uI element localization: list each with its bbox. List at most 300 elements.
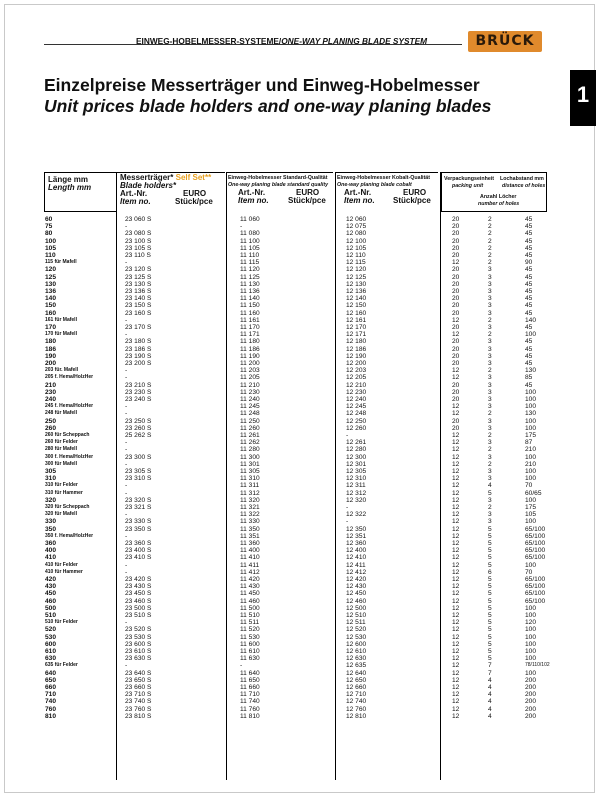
packing-unit-cell: 20 xyxy=(452,324,460,331)
cobalt-item-cell: 12 430 xyxy=(346,583,367,591)
hole-distance-cell: 175 xyxy=(525,432,537,439)
length-cell: 205 f. Hema/HolzHer xyxy=(45,374,94,381)
packing-unit-cell: 12 xyxy=(452,259,460,267)
table-row xyxy=(0,554,600,561)
holder-item-cell: 23 310 S xyxy=(125,475,152,483)
hole-count-cell: 5 xyxy=(488,619,492,627)
hole-count-cell: 4 xyxy=(488,676,492,684)
length-cell: 120 xyxy=(45,266,57,274)
packing-unit-cell: 12 xyxy=(452,475,460,483)
cobalt-item-cell: 12 260 xyxy=(346,424,367,432)
standard-item-cell: 11 350 xyxy=(240,525,260,533)
page-title: Einzelpreise Messerträger und Einweg-Hobelmesser xyxy=(44,75,480,95)
standard-item-cell: 11 710 xyxy=(240,691,260,699)
hole-distance-cell: 100 xyxy=(525,388,537,396)
packing-unit-cell: 12 xyxy=(452,432,460,439)
length-cell: 170 für Mafell xyxy=(45,331,77,338)
table-row xyxy=(0,346,600,353)
cobalt-item-cell: 12 311 xyxy=(346,482,366,490)
cobalt-item-cell: 12 075 xyxy=(346,223,367,231)
packing-holes-header: Verpackungseinheit Lochabstand mm packing unit distance of holes Anzahl Löcher number of holes xyxy=(441,172,547,212)
length-cell: 350 xyxy=(45,525,57,533)
cobalt-item-cell: - xyxy=(346,432,349,439)
hole-count-cell: 2 xyxy=(488,432,492,439)
cobalt-item-cell: 12 105 xyxy=(346,244,367,252)
holder-item-cell: - xyxy=(125,374,128,382)
length-cell: 186 xyxy=(45,345,57,353)
hole-distance-cell: 45 xyxy=(525,381,533,389)
holder-item-cell: - xyxy=(125,482,128,490)
table-row xyxy=(0,353,600,360)
table-row xyxy=(0,648,600,655)
cobalt-item-cell: 12 511 xyxy=(346,619,366,627)
holder-item-cell: 23 120 S xyxy=(125,266,152,274)
holder-item-cell: 23 660 S xyxy=(125,684,152,691)
hole-distance-cell: 140 xyxy=(525,316,537,324)
cobalt-item-cell: 12 310 xyxy=(346,475,367,483)
hole-count-cell: 2 xyxy=(488,244,492,252)
table-row xyxy=(0,418,600,425)
hole-count-cell: 4 xyxy=(488,698,492,706)
table-row xyxy=(0,302,600,309)
standard-item-cell: 11 301 xyxy=(240,460,260,468)
table-row xyxy=(0,490,600,497)
cobalt-item-cell: - xyxy=(346,518,349,526)
cobalt-item-cell: 12 110 xyxy=(346,252,366,259)
standard-item-cell: 11 600 xyxy=(240,640,260,648)
table-row xyxy=(0,605,600,612)
holder-item-cell: 23 180 S xyxy=(125,338,152,346)
holder-item-cell: 23 520 S xyxy=(125,626,152,634)
holder-item-cell: 23 500 S xyxy=(125,604,152,612)
hole-distance-cell: 65/100 xyxy=(525,590,546,598)
cobalt-item-cell: 12 186 xyxy=(346,345,367,353)
table-row xyxy=(0,259,600,266)
packing-unit-cell: 12 xyxy=(452,554,460,562)
holder-item-cell: - xyxy=(125,619,128,627)
hole-count-cell: 3 xyxy=(488,352,492,360)
holder-item-cell: 23 710 S xyxy=(125,691,152,699)
packing-unit-cell: 12 xyxy=(452,468,460,475)
hole-count-cell: 3 xyxy=(488,338,492,346)
length-cell: 650 xyxy=(45,676,57,684)
cobalt-item-cell: 12 740 xyxy=(346,698,367,706)
hole-count-cell: 5 xyxy=(488,640,492,648)
table-row xyxy=(0,216,600,223)
standard-item-cell: 11 161 xyxy=(240,316,260,324)
hole-count-cell: 2 xyxy=(488,223,492,231)
table-row xyxy=(0,274,600,281)
hole-distance-cell: 65/100 xyxy=(525,540,546,547)
standard-item-cell: 11 200 xyxy=(240,360,260,367)
hole-distance-cell: 65/100 xyxy=(525,583,546,591)
packing-unit-cell: 12 xyxy=(452,561,460,569)
hole-count-cell: 5 xyxy=(488,561,492,569)
packing-unit-cell: 20 xyxy=(452,302,460,310)
cobalt-item-cell: 12 650 xyxy=(346,676,367,684)
hole-count-cell: 3 xyxy=(488,309,492,317)
table-row xyxy=(0,662,600,669)
standard-item-cell: 11 205 xyxy=(240,374,260,382)
length-cell: 460 xyxy=(45,597,57,605)
packing-unit-cell: 12 xyxy=(452,669,460,677)
length-cell: 75 xyxy=(45,223,53,231)
hole-distance-cell: 100 xyxy=(525,648,537,655)
chapter-tab: 1 xyxy=(570,70,596,126)
hole-distance-cell: 100 xyxy=(525,640,537,648)
packing-unit-cell: 12 xyxy=(452,403,460,411)
standard-item-cell: 11 186 xyxy=(240,345,260,353)
hole-distance-cell: 45 xyxy=(525,288,533,295)
hole-distance-cell: 45 xyxy=(525,223,533,231)
table-row xyxy=(0,382,600,389)
table-row xyxy=(0,569,600,576)
length-cell: 230 xyxy=(45,388,57,396)
cobalt-item-cell: 12 203 xyxy=(346,367,367,375)
holder-item-cell: 23 170 S xyxy=(125,324,152,331)
hole-distance-cell: 60/65 xyxy=(525,489,542,497)
length-cell: 180 xyxy=(45,338,57,346)
standard-item-cell: 11 250 xyxy=(240,417,260,425)
hole-count-cell: 2 xyxy=(488,446,492,454)
packing-unit-cell: 12 xyxy=(452,604,460,612)
cobalt-item-cell: 12 060 xyxy=(346,216,367,223)
table-row xyxy=(0,468,600,475)
cobalt-item-cell: 12 248 xyxy=(346,410,367,418)
packing-unit-cell: 20 xyxy=(452,345,460,353)
packing-unit-cell: 12 xyxy=(452,590,460,598)
packing-unit-cell: 12 xyxy=(452,504,460,511)
hole-distance-cell: 100 xyxy=(525,633,537,641)
hole-count-cell: 5 xyxy=(488,655,492,663)
packing-unit-cell: 20 xyxy=(452,266,460,274)
hole-distance-cell: 200 xyxy=(525,676,537,684)
length-cell: 510 für Felder xyxy=(45,619,78,626)
length-cell: 810 xyxy=(45,712,57,720)
holder-item-cell: 23 210 S xyxy=(125,381,152,389)
table-row xyxy=(0,266,600,273)
hole-distance-cell: 45 xyxy=(525,352,533,360)
hole-distance-cell: 100 xyxy=(525,604,537,612)
packing-unit-cell: 20 xyxy=(452,288,460,295)
cobalt-item-cell: 12 630 xyxy=(346,655,367,663)
length-cell: 105 xyxy=(45,244,57,252)
table-row xyxy=(0,698,600,705)
hole-count-cell: 5 xyxy=(488,489,492,497)
holder-item-cell: 23 186 S xyxy=(125,345,152,353)
hole-distance-cell: 130 xyxy=(525,410,537,418)
length-cell: 350 f. Hema/HolzHer xyxy=(45,532,94,539)
cobalt-item-cell: 12 120 xyxy=(346,266,367,274)
hole-count-cell: 3 xyxy=(488,381,492,389)
holder-item-cell: 23 160 S xyxy=(125,309,152,317)
hole-distance-cell: 100 xyxy=(525,561,537,569)
packing-unit-cell: 20 xyxy=(452,338,460,346)
hole-count-cell: 5 xyxy=(488,626,492,634)
cobalt-item-cell: 12 412 xyxy=(346,568,367,576)
holder-item-cell: - xyxy=(125,662,128,670)
standard-item-cell: 11 125 xyxy=(240,273,260,281)
hole-count-cell: 7 xyxy=(488,669,492,677)
holder-item-cell: 23 810 S xyxy=(125,712,152,720)
cobalt-item-cell: 12 161 xyxy=(346,316,367,324)
table-row xyxy=(0,706,600,713)
table-row xyxy=(0,612,600,619)
cobalt-item-cell: 12 312 xyxy=(346,489,367,497)
length-cell: 210 xyxy=(45,381,57,389)
standard-item-cell: 11 420 xyxy=(240,576,260,583)
hole-distance-cell: 210 xyxy=(525,446,537,454)
hole-distance-cell: 200 xyxy=(525,698,537,706)
holder-item-cell: - xyxy=(125,446,128,454)
length-cell: 630 xyxy=(45,655,57,663)
length-cell: 300 f. Hema/HolzHer xyxy=(45,453,94,460)
hole-count-cell: 2 xyxy=(488,367,492,375)
packing-unit-cell: 20 xyxy=(452,424,460,432)
length-cell: 100 xyxy=(45,237,57,245)
hole-count-cell: 4 xyxy=(488,482,492,490)
holder-item-cell: 23 080 S xyxy=(125,230,152,238)
standard-item-cell: 11 312 xyxy=(240,489,260,497)
length-cell: 130 xyxy=(45,280,57,288)
standard-item-cell: 11 060 xyxy=(240,216,260,223)
cobalt-item-cell: 12 400 xyxy=(346,547,367,555)
table-row xyxy=(0,482,600,489)
length-cell: 240 xyxy=(45,396,57,403)
hole-distance-cell: 100 xyxy=(525,475,537,483)
table-row xyxy=(0,295,600,302)
packing-unit-cell: 12 xyxy=(452,489,460,497)
table-row xyxy=(0,518,600,525)
standard-item-cell: 11 136 xyxy=(240,288,260,295)
standard-item-cell: 11 105 xyxy=(240,244,260,252)
cobalt-item-cell: 12 510 xyxy=(346,612,367,619)
table-row xyxy=(0,338,600,345)
standard-item-cell: 11 400 xyxy=(240,547,260,555)
hole-distance-cell: 78/110/102 xyxy=(525,662,550,669)
hole-count-cell: 3 xyxy=(488,360,492,367)
length-cell: 420 xyxy=(45,576,57,583)
hole-distance-cell: 100 xyxy=(525,468,537,475)
standard-item-cell: 11 320 xyxy=(240,496,260,504)
length-cell: 190 xyxy=(45,352,57,360)
hole-distance-cell: 45 xyxy=(525,216,533,223)
cobalt-item-cell: 12 240 xyxy=(346,396,367,403)
cobalt-item-cell: 12 810 xyxy=(346,712,367,720)
length-cell: 250 xyxy=(45,417,57,425)
hole-count-cell: 3 xyxy=(488,295,492,303)
hole-count-cell: 2 xyxy=(488,252,492,259)
packing-unit-cell: 12 xyxy=(452,676,460,684)
hole-distance-cell: 100 xyxy=(525,424,537,432)
table-row xyxy=(0,655,600,662)
packing-unit-cell: 12 xyxy=(452,640,460,648)
hole-count-cell: 3 xyxy=(488,388,492,396)
hole-distance-cell: 200 xyxy=(525,684,537,691)
hole-distance-cell: 65/100 xyxy=(525,576,546,583)
hole-count-cell: 2 xyxy=(488,230,492,238)
length-cell: 280 für Mafell xyxy=(45,446,77,453)
packing-unit-cell: 12 xyxy=(452,705,460,713)
table-row xyxy=(0,245,600,252)
cobalt-item-cell: 12 190 xyxy=(346,352,367,360)
cobalt-item-cell: 12 115 xyxy=(346,259,366,267)
length-cell: 635 für Felder xyxy=(45,662,78,669)
length-cell: 430 xyxy=(45,583,57,591)
standard-item-cell: 11 150 xyxy=(240,302,260,310)
hole-distance-cell: 45 xyxy=(525,302,533,310)
standard-item-cell: 11 115 xyxy=(240,259,260,267)
hole-count-cell: 5 xyxy=(488,612,492,619)
hole-distance-cell: 120 xyxy=(525,619,537,627)
holder-item-cell: - xyxy=(125,460,128,468)
holder-item-cell: 23 410 S xyxy=(125,554,152,562)
cobalt-item-cell: 12 460 xyxy=(346,597,367,605)
holder-item-cell: 23 140 S xyxy=(125,295,152,303)
table-row xyxy=(0,454,600,461)
length-cell: 200 xyxy=(45,360,57,367)
holder-item-cell: 23 530 S xyxy=(125,633,152,641)
table-row xyxy=(0,439,600,446)
packing-unit-cell: 20 xyxy=(452,388,460,396)
packing-unit-cell: 20 xyxy=(452,381,460,389)
hole-distance-cell: 100 xyxy=(525,626,537,634)
hole-count-cell: 3 xyxy=(488,496,492,504)
length-cell: 760 xyxy=(45,705,57,713)
hole-distance-cell: 105 xyxy=(525,511,537,519)
standard-item-cell: 11 520 xyxy=(240,626,260,634)
length-cell: 640 xyxy=(45,669,57,677)
cobalt-item-cell: - xyxy=(346,504,349,511)
holder-item-cell: 23 330 S xyxy=(125,518,152,526)
hole-count-cell: 3 xyxy=(488,518,492,526)
packing-unit-cell: 12 xyxy=(452,482,460,490)
cobalt-item-cell: 12 130 xyxy=(346,280,367,288)
standard-item-cell: 11 410 xyxy=(240,554,260,562)
cobalt-item-cell: 12 171 xyxy=(346,331,367,339)
length-cell: 400 xyxy=(45,547,57,555)
table-row xyxy=(0,432,600,439)
packing-unit-cell: 20 xyxy=(452,252,460,259)
packing-unit-cell: 12 xyxy=(452,439,460,447)
holder-item-cell: 23 510 S xyxy=(125,612,152,619)
table-row xyxy=(0,425,600,432)
length-header: Länge mm Length mm xyxy=(44,172,117,212)
packing-unit-cell: 12 xyxy=(452,374,460,382)
table-row xyxy=(0,461,600,468)
holder-item-cell: 23 360 S xyxy=(125,540,152,547)
table-row xyxy=(0,389,600,396)
hole-distance-cell: 65/100 xyxy=(525,525,546,533)
table-row xyxy=(0,288,600,295)
standard-item-cell: 11 300 xyxy=(240,453,260,461)
table-row xyxy=(0,540,600,547)
length-cell: 150 xyxy=(45,302,57,310)
length-cell: 80 xyxy=(45,230,53,238)
holder-item-cell: 23 430 S xyxy=(125,583,152,591)
length-cell: 140 xyxy=(45,295,57,303)
cobalt-item-cell: 12 350 xyxy=(346,525,367,533)
hole-distance-cell: 200 xyxy=(525,705,537,713)
length-cell: 136 xyxy=(45,288,57,295)
table-row xyxy=(0,670,600,677)
hole-count-cell: 5 xyxy=(488,576,492,583)
holder-item-cell: - xyxy=(125,223,128,231)
packing-unit-cell: 12 xyxy=(452,568,460,576)
cobalt-item-cell: 12 180 xyxy=(346,338,367,346)
holder-item-cell: - xyxy=(125,259,128,267)
cobalt-item-cell: 12 520 xyxy=(346,626,367,634)
standard-item-cell: 11 160 xyxy=(240,309,260,317)
standard-item-cell: 11 510 xyxy=(240,612,260,619)
cobalt-item-cell: 12 640 xyxy=(346,669,367,677)
standard-item-cell: 11 262 xyxy=(240,439,260,447)
hole-distance-cell: 45 xyxy=(525,324,533,331)
cobalt-item-cell: 12 301 xyxy=(346,460,367,468)
packing-unit-cell: 12 xyxy=(452,446,460,454)
packing-unit-cell: 12 xyxy=(452,453,460,461)
holder-item-cell: 25 262 S xyxy=(125,432,152,439)
table-row xyxy=(0,713,600,720)
hole-count-cell: 3 xyxy=(488,280,492,288)
cobalt-item-cell: 12 150 xyxy=(346,302,367,310)
holder-item-cell: - xyxy=(125,410,128,418)
table-row xyxy=(0,252,600,259)
packing-unit-cell: 12 xyxy=(452,331,460,339)
table-row xyxy=(0,281,600,288)
standard-item-cell: 11 100 xyxy=(240,237,260,245)
standard-item-cell: 11 450 xyxy=(240,590,260,598)
hole-distance-cell: 200 xyxy=(525,691,537,699)
packing-unit-cell: 20 xyxy=(452,280,460,288)
packing-unit-cell: 12 xyxy=(452,684,460,691)
standard-item-cell: 11 810 xyxy=(240,712,260,720)
hole-count-cell: 5 xyxy=(488,554,492,562)
cobalt-item-cell: 12 635 xyxy=(346,662,367,670)
cobalt-item-cell: 12 420 xyxy=(346,576,367,583)
hole-count-cell: 5 xyxy=(488,540,492,547)
packing-unit-cell: 12 xyxy=(452,691,460,699)
standard-item-cell: 11 210 xyxy=(240,381,260,389)
standard-item-cell: 11 640 xyxy=(240,669,260,677)
table-row xyxy=(0,497,600,504)
packing-unit-cell: 12 xyxy=(452,518,460,526)
length-cell: 660 xyxy=(45,684,57,691)
hole-distance-cell: 45 xyxy=(525,295,533,303)
length-cell: 248 für Mafell xyxy=(45,410,77,417)
length-cell: 410 xyxy=(45,554,57,562)
length-cell: 115 für Mafell xyxy=(45,259,77,266)
hole-count-cell: 5 xyxy=(488,604,492,612)
standard-item-cell: 11 630 xyxy=(240,655,260,663)
hole-count-cell: 4 xyxy=(488,691,492,699)
holder-item-cell: 23 100 S xyxy=(125,237,152,245)
length-cell: 530 xyxy=(45,633,57,641)
packing-unit-cell: 12 xyxy=(452,316,460,324)
packing-unit-cell: 20 xyxy=(452,396,460,403)
holder-item-cell: 23 760 S xyxy=(125,705,152,713)
standard-item-cell: 11 500 xyxy=(240,604,260,612)
holder-item-cell: 23 190 S xyxy=(125,352,152,360)
holder-item-cell: 23 640 S xyxy=(125,669,152,677)
hole-count-cell: 5 xyxy=(488,633,492,641)
standard-item-cell: 11 650 xyxy=(240,676,260,684)
standard-item-cell: 11 130 xyxy=(240,280,260,288)
length-cell: 320 xyxy=(45,496,57,504)
length-cell: 600 xyxy=(45,640,57,648)
hole-count-cell: 3 xyxy=(488,345,492,353)
cobalt-item-cell: 12 280 xyxy=(346,446,367,454)
